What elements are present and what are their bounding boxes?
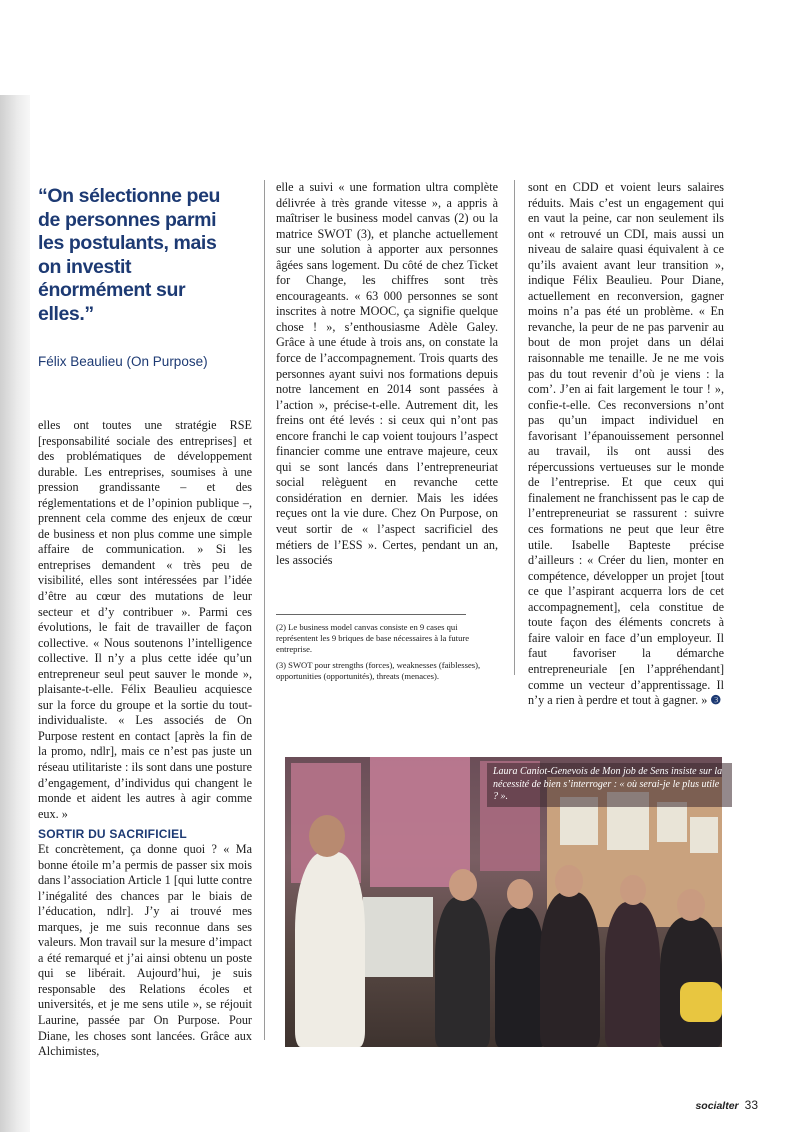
column-rule-1 [264,180,265,1040]
photo-caption: Laura Caniot-Genevois de Mon job de Sens insiste sur la nécessité de bien s’interroger : « où serai-je le plus utile ? ». [487,763,732,807]
column-1-paragraph-1 [38,418,252,822]
end-of-article-icon: ❸ [710,693,722,708]
pull-quote-author: Félix Beaulieu (On Purpose) [38,354,208,369]
body-text: Et concrètement, ça donne quoi ? « Ma bonne étoile m’a permis de passer six mois dans l’association Article 1 [qui lutte contre l’inégalité des chances par le biais de l’éducation, ndlr]. J’y ai trouvé mes marques, je me suis reconnue dans ses valeurs. Mon travail sur la mesure d’impact a été remarqué et j’ai ainsi obtenu un poste qui se libérait. Aujourd’hui, je suis responsable des Relations écoles et universités, et je me sens utile », se réjouit Laurine, passée par On Purpose. Pour Diane, les choses sont lancées. Grâce aux Alchimistes, [38,842,252,1059]
page-number: 33 [744,1098,758,1112]
footnote: (2) Le business model canvas consiste en 9 cases qui représentent les 9 briques de base nécessaires à la future entreprise. [276,622,470,654]
column-3 [528,180,724,709]
footnote: (3) SWOT pour strengths (forces), weaknesses (faiblesses), opportunities (opportunités), threats (menaces). [276,660,481,681]
page-footer [695,1098,758,1112]
pull-quote: “On sélectionne peu de personnes parmi les postulants, mais on investit énormément sur elles.” [38,185,221,325]
magazine-brand: socialter [695,1100,739,1112]
section-heading: SORTIR DU SACRIFICIEL [38,827,187,841]
column-2 [276,180,498,569]
footnotes [276,614,498,687]
column-rule-2 [514,180,515,675]
page-gutter-shadow [0,95,30,1132]
body-text: elles ont toutes une stratégie RSE [responsabilité sociale des entreprises] et des problématiques de développement durable. Les entreprises, soumises à une pression grandissante – et des réglementations et de l’opinion publique –, prennent cela comme des enjeux de cœur de business et non plus comme une simple affaire de communication. » Si les entreprises demandent « très peu de visibilité, elles sont intéressées par l’idée d’être au cœur des mutations de leur secteur et d’y contribuer ». Parmi ces évolutions, le fait de travailler de façon collective. « Nous soutenons l’intelligence collective. Il n’y a plus cette idée qu’un entrepreneur seul peut sauver le monde », plaisante-t-elle. Félix Beaulieu acquiesce sur la force du groupe et la sortie du tout-individualiste. « Les associés de On Purpose restent en contact [après la fin de la promo, ndlr], mais ce n’est pas juste un réseau utilitariste : ils sont dans une posture d’engagement, d’individus qui changent le monde et aident les autres à agir comme eux. » [38,418,252,821]
column-1-paragraph-2 [38,842,252,1060]
body-text: elle a suivi « une formation ultra complète délivrée à très grande vitesse », a appris à maîtriser le business model canvas (2) ou la matrice SWOT (3), et planche actuellement sur une solution à apporter aux personnes âgées sans logement. Du côté de chez Ticket for Change, les chiffres sont très encourageants. « 63 000 personnes se sont inscrites à notre MOOC, ça signifie quelque chose ! », s’enthousiasme Adèle Galey. Grâce à une étude à trois ans, on constate la force de l’accompagnement. Trois quarts des personnes ayant suivi nos formations depuis notre lancement en 2014 sont passées à l’action », précise-t-elle. Autrement dit, les freins ont été levés : si ceux qui n’ont pas encore franchi le cap voient toujours l’aspect financier comme une entrave majeure, ceux qui se sont lancés dans l’entrepreneuriat social relèguent en revanche cette considération en dernier. Mais les idées reçues ont la vie dure. Chez On Purpose, on veut sortir de « l’aspect sacrificiel des métiers de l’ESS ». Certes, pendant un an, les associés [276,180,498,568]
body-text-content: sont en CDD et voient leurs salaires réduits. Mais c’est un engagement qui en vaut la peine, car non seulement ils ont « retrouvé un CDI, mais aussi un niveau de salaire quasi équivalent à ce qu’ils avaient avant leur transition », indique Félix Beaulieu. Pour Diane, actuellement en reconversion, gagner moins n’a pas été un problème. « En revanche, la peur de ne pas parvenir au bout de mon projet dans un délai raisonnable me tenaille. Je ne me vois pas du tout revenir d’où je viens : la com’. J’en ai fait largement le tour ! », confie-t-elle. Ces reconversions n’ont pas qu’un impact individuel en favorisant l’épanouissement personnel au travail, ils ont aussi des répercussions vertueuses sur le monde de l’entreprise. Et que ceux qui finalement ne franchissent pas le cap de l’entrepreneuriat se rassurent : suivre ces formations ne peut que leur être utile. Isabelle Bapteste précise d’ailleurs : « Créer du lien, monter en compétence, développer un projet [tout ce que l’aspirant acquerra lors de cet accompagnement], cela constitue de toute façon des éléments concrets à faire valoir en face d’un employeur. Il faut favoriser la démarche entrepreneuriale [en l’appréhendant] comme un vecteur d’apprentissage. Il n’y a rien à perdre et tout à gagner. » [528,180,724,708]
body-text [528,180,724,709]
footnote-rule [276,614,466,615]
